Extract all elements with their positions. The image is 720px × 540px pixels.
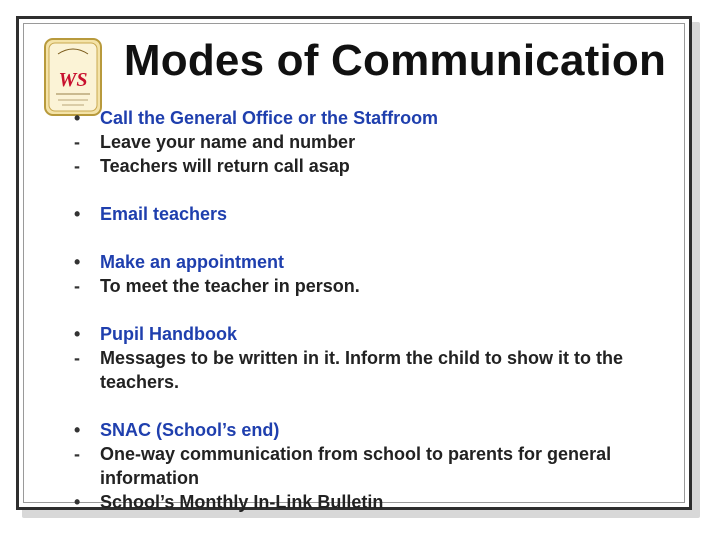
- dash-marker: -: [74, 132, 80, 152]
- bullet-point: [70, 322, 690, 346]
- section-gap: [70, 394, 690, 418]
- point-text: Leave your name and number: [100, 132, 356, 152]
- slide-title: Modes of Communication: [123, 36, 667, 85]
- school-crest-logo: [44, 38, 102, 116]
- dash-marker: -: [74, 276, 80, 296]
- point-text: Call the General Office or the Staffroom: [100, 108, 439, 128]
- bullet-marker: •: [74, 108, 81, 128]
- sub-point: [70, 130, 690, 154]
- sub-point: [70, 154, 690, 178]
- bullet-marker: •: [74, 492, 81, 512]
- section-gap: [70, 178, 690, 202]
- point-text: Teachers will return call asap: [100, 156, 350, 176]
- point-text: To meet the teacher in person.: [100, 276, 360, 296]
- point-text: Email teachers: [100, 204, 228, 224]
- point-text: Make an appointment: [100, 252, 285, 272]
- sub-point: [70, 442, 690, 490]
- bullet-marker: •: [74, 420, 81, 440]
- bullet-point: [70, 418, 690, 442]
- dash-marker: -: [74, 444, 80, 464]
- dash-marker: -: [74, 156, 80, 176]
- bullet-point: [70, 490, 690, 514]
- logo-monogram: WS: [58, 69, 88, 91]
- point-text: SNAC (School’s end): [100, 420, 280, 440]
- slide-content: [70, 106, 690, 514]
- sub-point: [70, 346, 690, 394]
- section-gap: [70, 298, 690, 322]
- section-gap: [70, 226, 690, 250]
- point-text: Messages to be written in it. Inform the child to show it to the teachers.: [100, 348, 624, 392]
- point-text: School’s Monthly In-Link Bulletin: [100, 492, 384, 512]
- sub-point: [70, 274, 690, 298]
- bullet-point: [70, 250, 690, 274]
- bullet-point: [70, 202, 690, 226]
- dash-marker: -: [74, 348, 80, 368]
- bullet-marker: •: [74, 204, 81, 224]
- bullet-point: [70, 106, 690, 130]
- bullet-marker: •: [74, 324, 81, 344]
- bullet-marker: •: [74, 252, 81, 272]
- point-text: Pupil Handbook: [100, 324, 237, 344]
- point-text: One-way communication from school to parents for general information: [100, 444, 612, 488]
